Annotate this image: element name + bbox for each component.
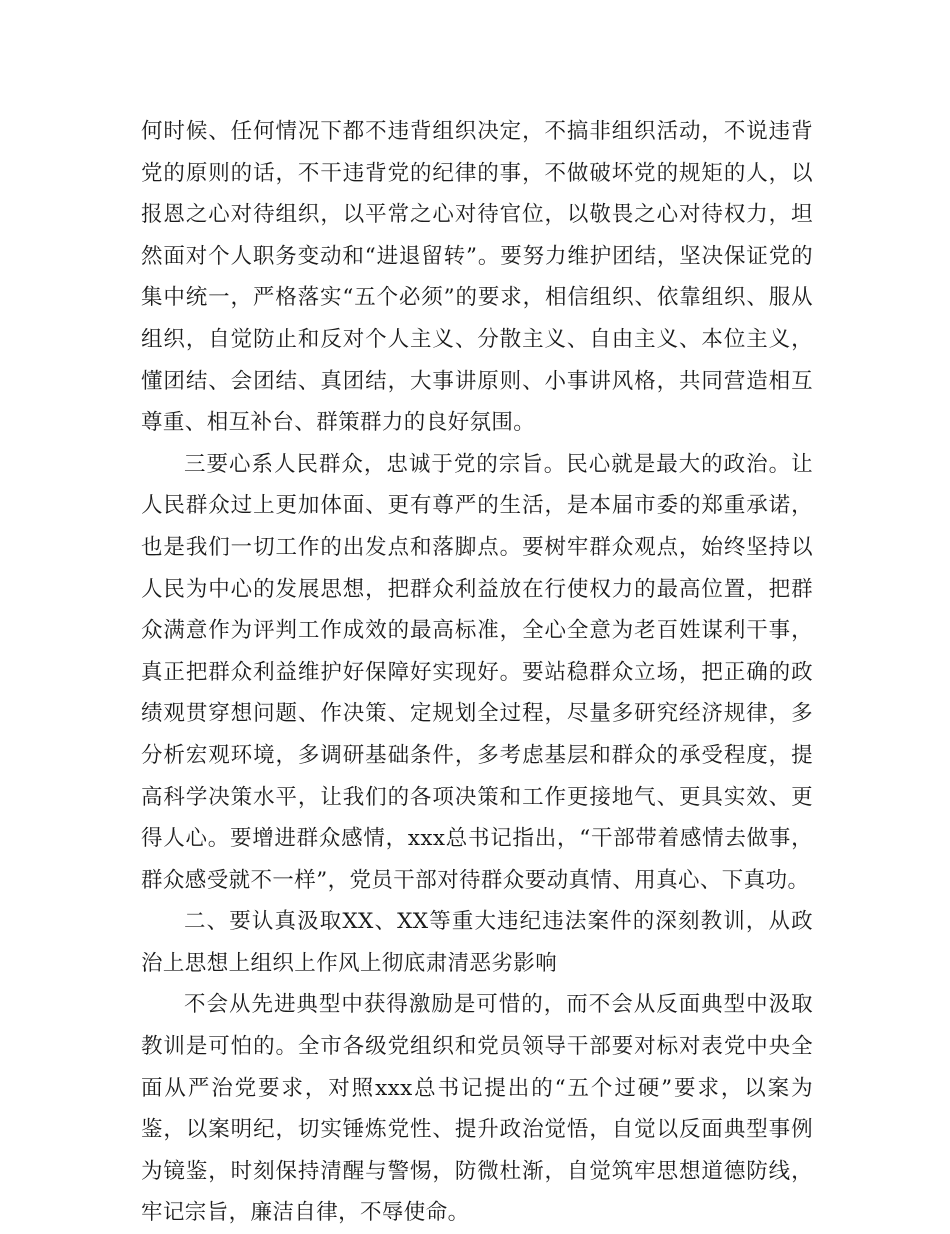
paragraph-point-three: 三要心系人民群众，忠诚于党的宗旨。民心就是最大的政治。让人民群众过上更加体面、更有尊严的生活，是本届市委的郑重承诺，也是我们一切工作的出发点和落脚点。要树牢群众观点，始终坚持以人民为中心的发展思想，把群众利益放在行使权力的最高位置，把群众满意作为评判工作成效的最高标准，全心全意为老百姓谋利干事，真正把群众利益维护好保障好实现好。要站稳群众立场，把正确的政绩观贯穿想问题、作决策、定规划全过程，尽量多研究经济规律，多分析宏观环境，多调研基础条件，多考虑基层和群众的承受程度，提高科学决策水平，让我们的各项决策和工作更接地气、更具实效、更得人心。要增进群众感情，xxx总书记指出，“干部带着感情去做事，群众感受就不一样”，党员干部对待群众要动真情、用真心、下真功。 (141, 451, 813, 893)
section-heading-two: 二、要认真汲取XX、XX等重大违纪违法案件的深刻教训，从政治上思想上组织上作风上彻底肃清恶劣影响 (141, 909, 813, 976)
document-body (141, 111, 813, 1234)
paragraph-continuation: 何时候、任何情况下都不违背组织决定，不搞非组织活动，不说违背党的原则的话，不干违背党的纪律的事，不做破坏党的规矩的人，以报恩之心对待组织，以平常之心对待官位，以敬畏之心对待权力，坦然面对个人职务变动和“进退留转”。要努力维护团结，坚决保证党的集中统一，严格落实“五个必须”的要求，相信组织、依靠组织、服从组织，自觉防止和反对个人主义、分散主义、自由主义、本位主义，懂团结、会团结、真团结，大事讲原则、小事讲风格，共同营造相互尊重、相互补台、群策群力的良好氛围。 (141, 119, 813, 436)
paragraph-lessons: 不会从先进典型中获得激励是可惜的，而不会从反面典型中汲取教训是可怕的。全市各级党组织和党员领导干部要对标对表党中央全面从严治党要求，对照xxx总书记提出的“五个过硬”要求，以案为鉴，以案明纪，切实锤炼党性、提升政治觉悟，自觉以反面典型事例为镜鉴，时刻保持清醒与警惕，防微杜渐，自觉筑牢思想道德防线，牢记宗旨，廉洁自律，不辱使命。 (141, 992, 813, 1226)
